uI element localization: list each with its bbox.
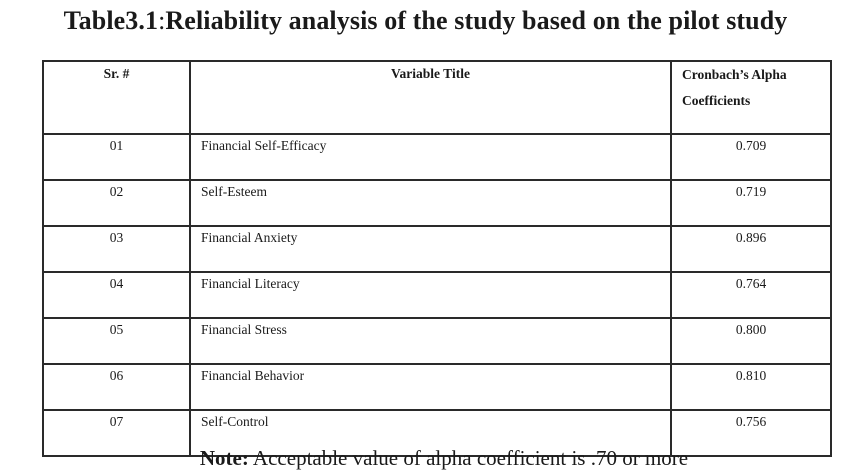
table-row xyxy=(43,318,831,364)
cell-alpha-value: 0.719 xyxy=(671,180,831,226)
table-caption: Reliability analysis of the study based on the pilot study xyxy=(165,6,788,35)
header-cronbach-alpha xyxy=(671,61,831,134)
table-note xyxy=(0,446,851,471)
reliability-table xyxy=(42,60,832,457)
header-variable-title: Variable Title xyxy=(190,61,671,134)
cell-sr-number: 05 xyxy=(43,318,190,364)
table-row xyxy=(43,134,831,180)
cell-sr-number: 04 xyxy=(43,272,190,318)
cell-sr-number: 02 xyxy=(43,180,190,226)
table-number: Table3.1 xyxy=(63,6,159,35)
cell-variable-title: Financial Anxiety xyxy=(190,226,671,272)
cell-variable-title: Financial Stress xyxy=(190,318,671,364)
cell-alpha-value: 0.810 xyxy=(671,364,831,410)
cell-alpha-value: 0.800 xyxy=(671,318,831,364)
note-label: Note: xyxy=(199,446,249,470)
cell-sr-number: 07 xyxy=(43,410,190,456)
table-header-row xyxy=(43,61,831,134)
cell-sr-number: 06 xyxy=(43,364,190,410)
cell-alpha-value: 0.756 xyxy=(671,410,831,456)
cell-alpha-value: 0.709 xyxy=(671,134,831,180)
cell-variable-title: Self-Esteem xyxy=(190,180,671,226)
header-alpha-line2: Coefficients xyxy=(682,93,751,108)
note-text: Acceptable value of alpha coefficient is .70 or more xyxy=(248,446,689,470)
cell-variable-title: Self-Control xyxy=(190,410,671,456)
cell-alpha-value: 0.896 xyxy=(671,226,831,272)
header-sr-number: Sr. # xyxy=(43,61,190,134)
title-separator: : xyxy=(158,6,166,35)
table-row xyxy=(43,226,831,272)
cell-alpha-value: 0.764 xyxy=(671,272,831,318)
cell-sr-number: 03 xyxy=(43,226,190,272)
cell-variable-title: Financial Literacy xyxy=(190,272,671,318)
cell-variable-title: Financial Behavior xyxy=(190,364,671,410)
table-row xyxy=(43,364,831,410)
table-row xyxy=(43,180,831,226)
table-title xyxy=(0,6,851,36)
table-row xyxy=(43,272,831,318)
header-alpha-line1: Cronbach’s Alpha xyxy=(682,67,787,82)
cell-variable-title: Financial Self-Efficacy xyxy=(190,134,671,180)
cell-sr-number: 01 xyxy=(43,134,190,180)
